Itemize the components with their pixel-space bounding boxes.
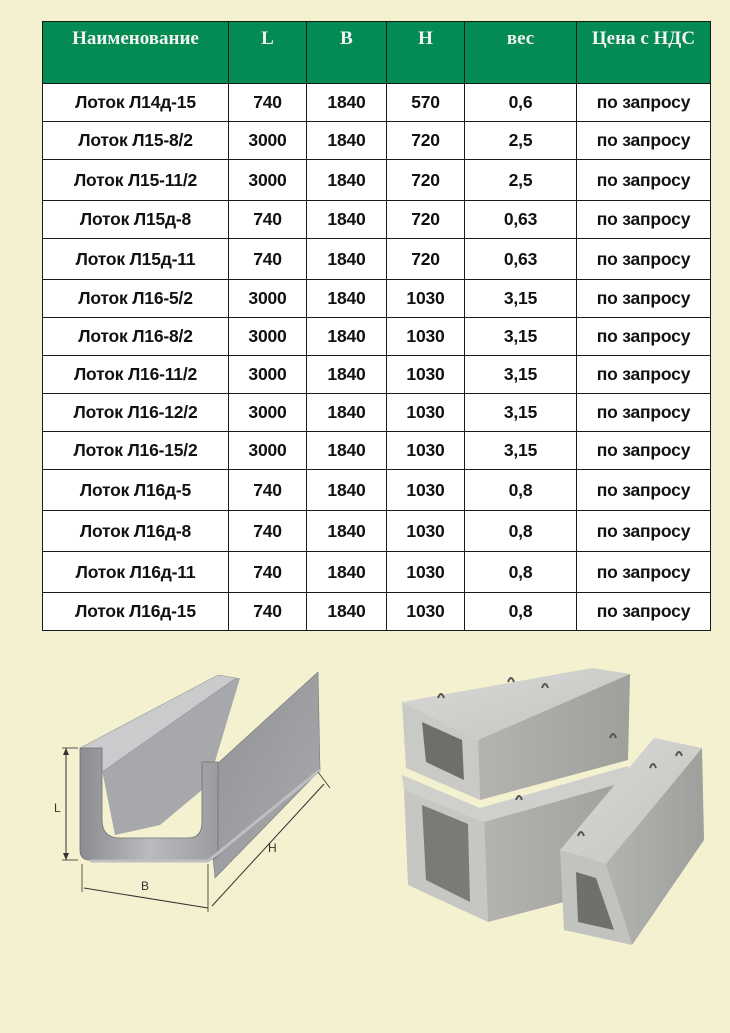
- table-row: [43, 280, 711, 318]
- cell-l: 740: [229, 201, 307, 239]
- cell-l: 3000: [229, 394, 307, 432]
- cell-l: 740: [229, 84, 307, 122]
- price-table: [42, 21, 711, 631]
- cell-h: 720: [387, 201, 465, 239]
- cell-weight: 3,15: [465, 394, 577, 432]
- header-l: L: [229, 22, 307, 84]
- cell-b: 1840: [307, 318, 387, 356]
- cell-b: 1840: [307, 160, 387, 201]
- cell-name: Лоток Л15-8/2: [43, 122, 229, 160]
- cell-h: 720: [387, 122, 465, 160]
- cell-price: по запросу: [577, 201, 711, 239]
- cell-h: 1030: [387, 318, 465, 356]
- cell-l: 740: [229, 511, 307, 552]
- cell-b: 1840: [307, 432, 387, 470]
- cell-h: 1030: [387, 552, 465, 593]
- table-row: [43, 552, 711, 593]
- concrete-trays-photo: [392, 640, 712, 980]
- header-b: B: [307, 22, 387, 84]
- table-row: [43, 84, 711, 122]
- tray-drawing: [40, 660, 340, 920]
- cell-l: 740: [229, 593, 307, 631]
- cell-weight: 2,5: [465, 122, 577, 160]
- cell-h: 1030: [387, 280, 465, 318]
- cell-h: 1030: [387, 394, 465, 432]
- cell-price: по запросу: [577, 356, 711, 394]
- cell-weight: 0,63: [465, 239, 577, 280]
- cell-price: по запросу: [577, 122, 711, 160]
- cell-b: 1840: [307, 280, 387, 318]
- cell-b: 1840: [307, 201, 387, 239]
- table-row: [43, 239, 711, 280]
- table-header-row: [43, 22, 711, 84]
- cell-name: Лоток Л16д-11: [43, 552, 229, 593]
- cell-l: 740: [229, 470, 307, 511]
- cell-b: 1840: [307, 356, 387, 394]
- cell-b: 1840: [307, 122, 387, 160]
- cell-weight: 0,6: [465, 84, 577, 122]
- cell-name: Лоток Л16-8/2: [43, 318, 229, 356]
- cell-weight: 3,15: [465, 318, 577, 356]
- cell-weight: 0,8: [465, 593, 577, 631]
- cell-l: 3000: [229, 280, 307, 318]
- cell-price: по запросу: [577, 318, 711, 356]
- cell-h: 1030: [387, 356, 465, 394]
- cell-price: по запросу: [577, 160, 711, 201]
- table-row: [43, 122, 711, 160]
- cell-b: 1840: [307, 470, 387, 511]
- cell-b: 1840: [307, 239, 387, 280]
- cell-h: 1030: [387, 470, 465, 511]
- cell-l: 3000: [229, 318, 307, 356]
- cell-weight: 3,15: [465, 356, 577, 394]
- cell-name: Лоток Л15д-8: [43, 201, 229, 239]
- cell-weight: 0,63: [465, 201, 577, 239]
- table-row: [43, 318, 711, 356]
- cell-name: Лоток Л16-11/2: [43, 356, 229, 394]
- cell-name: Лоток Л16д-8: [43, 511, 229, 552]
- header-h: H: [387, 22, 465, 84]
- cell-name: Лоток Л15д-11: [43, 239, 229, 280]
- cell-name: Лоток Л16-12/2: [43, 394, 229, 432]
- cell-name: Лоток Л15-11/2: [43, 160, 229, 201]
- cell-h: 720: [387, 239, 465, 280]
- cell-b: 1840: [307, 394, 387, 432]
- cell-weight: 0,8: [465, 552, 577, 593]
- cell-h: 1030: [387, 593, 465, 631]
- cell-weight: 3,15: [465, 432, 577, 470]
- cell-price: по запросу: [577, 552, 711, 593]
- cell-price: по запросу: [577, 470, 711, 511]
- cell-name: Лоток Л16-15/2: [43, 432, 229, 470]
- cell-h: 1030: [387, 432, 465, 470]
- dimension-label-b: B: [141, 879, 150, 893]
- dimension-label-l: L: [54, 801, 61, 815]
- table-row: [43, 511, 711, 552]
- cell-l: 3000: [229, 122, 307, 160]
- cell-l: 3000: [229, 356, 307, 394]
- table-row: [43, 356, 711, 394]
- cell-price: по запросу: [577, 593, 711, 631]
- dimension-label-h: H: [268, 841, 277, 855]
- cell-b: 1840: [307, 511, 387, 552]
- cell-price: по запросу: [577, 432, 711, 470]
- cell-price: по запросу: [577, 394, 711, 432]
- cell-l: 740: [229, 552, 307, 593]
- header-name: Наименование: [43, 22, 229, 84]
- cell-name: Лоток Л14д-15: [43, 84, 229, 122]
- cell-l: 740: [229, 239, 307, 280]
- cell-l: 3000: [229, 160, 307, 201]
- table-row: [43, 201, 711, 239]
- cell-price: по запросу: [577, 511, 711, 552]
- cell-weight: 0,8: [465, 511, 577, 552]
- table-row: [43, 470, 711, 511]
- cell-b: 1840: [307, 552, 387, 593]
- cell-weight: 0,8: [465, 470, 577, 511]
- cell-weight: 3,15: [465, 280, 577, 318]
- cell-name: Лоток Л16д-5: [43, 470, 229, 511]
- table-row: [43, 593, 711, 631]
- cell-h: 720: [387, 160, 465, 201]
- table-row: [43, 432, 711, 470]
- cell-h: 570: [387, 84, 465, 122]
- cell-name: Лоток Л16д-15: [43, 593, 229, 631]
- cell-l: 3000: [229, 432, 307, 470]
- table-row: [43, 160, 711, 201]
- cell-weight: 2,5: [465, 160, 577, 201]
- table-row: [43, 394, 711, 432]
- cell-b: 1840: [307, 593, 387, 631]
- cell-b: 1840: [307, 84, 387, 122]
- cell-price: по запросу: [577, 84, 711, 122]
- cell-price: по запросу: [577, 280, 711, 318]
- cell-name: Лоток Л16-5/2: [43, 280, 229, 318]
- header-weight: вес: [465, 22, 577, 84]
- cell-h: 1030: [387, 511, 465, 552]
- header-price: Цена с НДС: [577, 22, 711, 84]
- cell-price: по запросу: [577, 239, 711, 280]
